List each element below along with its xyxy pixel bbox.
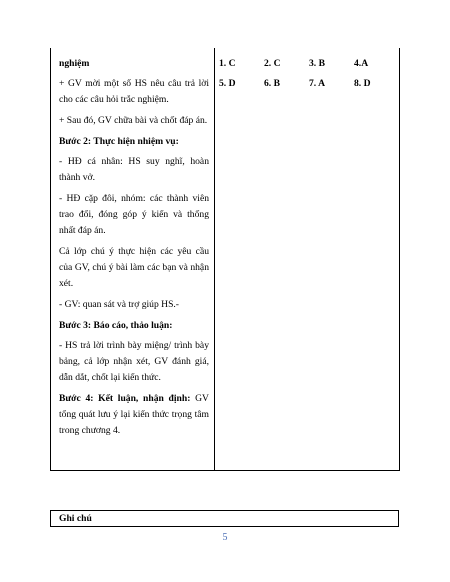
step-paragraph: - HS trả lời trình bày miệng/ trình bày bảng, cả lớp nhận xét, GV đánh giá, dẫn dắt, chốt lại kiến thức.	[59, 340, 209, 383]
step-4-text: GV tổng quát lưu ý lại kiến thức trọng tâm trong chương 4.	[59, 393, 209, 436]
activity-steps-column	[59, 56, 209, 444]
answer-row	[219, 77, 399, 97]
section-heading: nghiệm	[59, 58, 90, 69]
step-paragraph: - GV: quan sát và trợ giúp HS.-	[59, 299, 180, 310]
column-divider	[214, 48, 215, 470]
answer-row	[219, 57, 399, 77]
step-2-title: Bước 2: Thực hiện nhiệm vụ:	[59, 136, 179, 147]
answer-item: 1. C	[219, 58, 236, 69]
step-paragraph: - HĐ cá nhân: HS suy nghĩ, hoàn thành vở.	[59, 156, 209, 183]
step-paragraph: + Sau đó, GV chữa bài và chốt đáp án.	[59, 115, 208, 126]
page-number: 5	[222, 532, 228, 543]
answer-item: 7. A	[309, 78, 325, 89]
answer-item: 3. B	[309, 58, 325, 69]
step-paragraph: - HĐ cặp đôi, nhóm: các thành viên trao đổi, đóng góp ý kiến và thống nhất đáp án.	[59, 193, 209, 236]
step-paragraph: Cả lớp chú ý thực hiện các yêu cầu của GV, chú ý bài làm các bạn và nhận xét.	[59, 246, 209, 289]
notes-label: Ghi chú	[59, 513, 92, 524]
answer-item: 5. D	[219, 78, 236, 89]
step-4-paragraph	[59, 391, 209, 439]
step-4-title: Bước 4: Kết luận, nhận định:	[59, 393, 191, 404]
answer-item: 4.A	[354, 58, 369, 69]
step-paragraph: + GV mời một số HS nêu câu trả lời cho các câu hỏi trắc nghiệm.	[59, 78, 209, 105]
notes-box	[50, 510, 399, 527]
answer-key	[219, 57, 399, 97]
step-3-title: Bước 3: Báo cáo, thảo luận:	[59, 320, 173, 331]
answer-item: 2. C	[264, 58, 281, 69]
activity-table	[50, 48, 400, 471]
answer-item: 6. B	[264, 78, 280, 89]
answer-item: 8. D	[354, 78, 371, 89]
